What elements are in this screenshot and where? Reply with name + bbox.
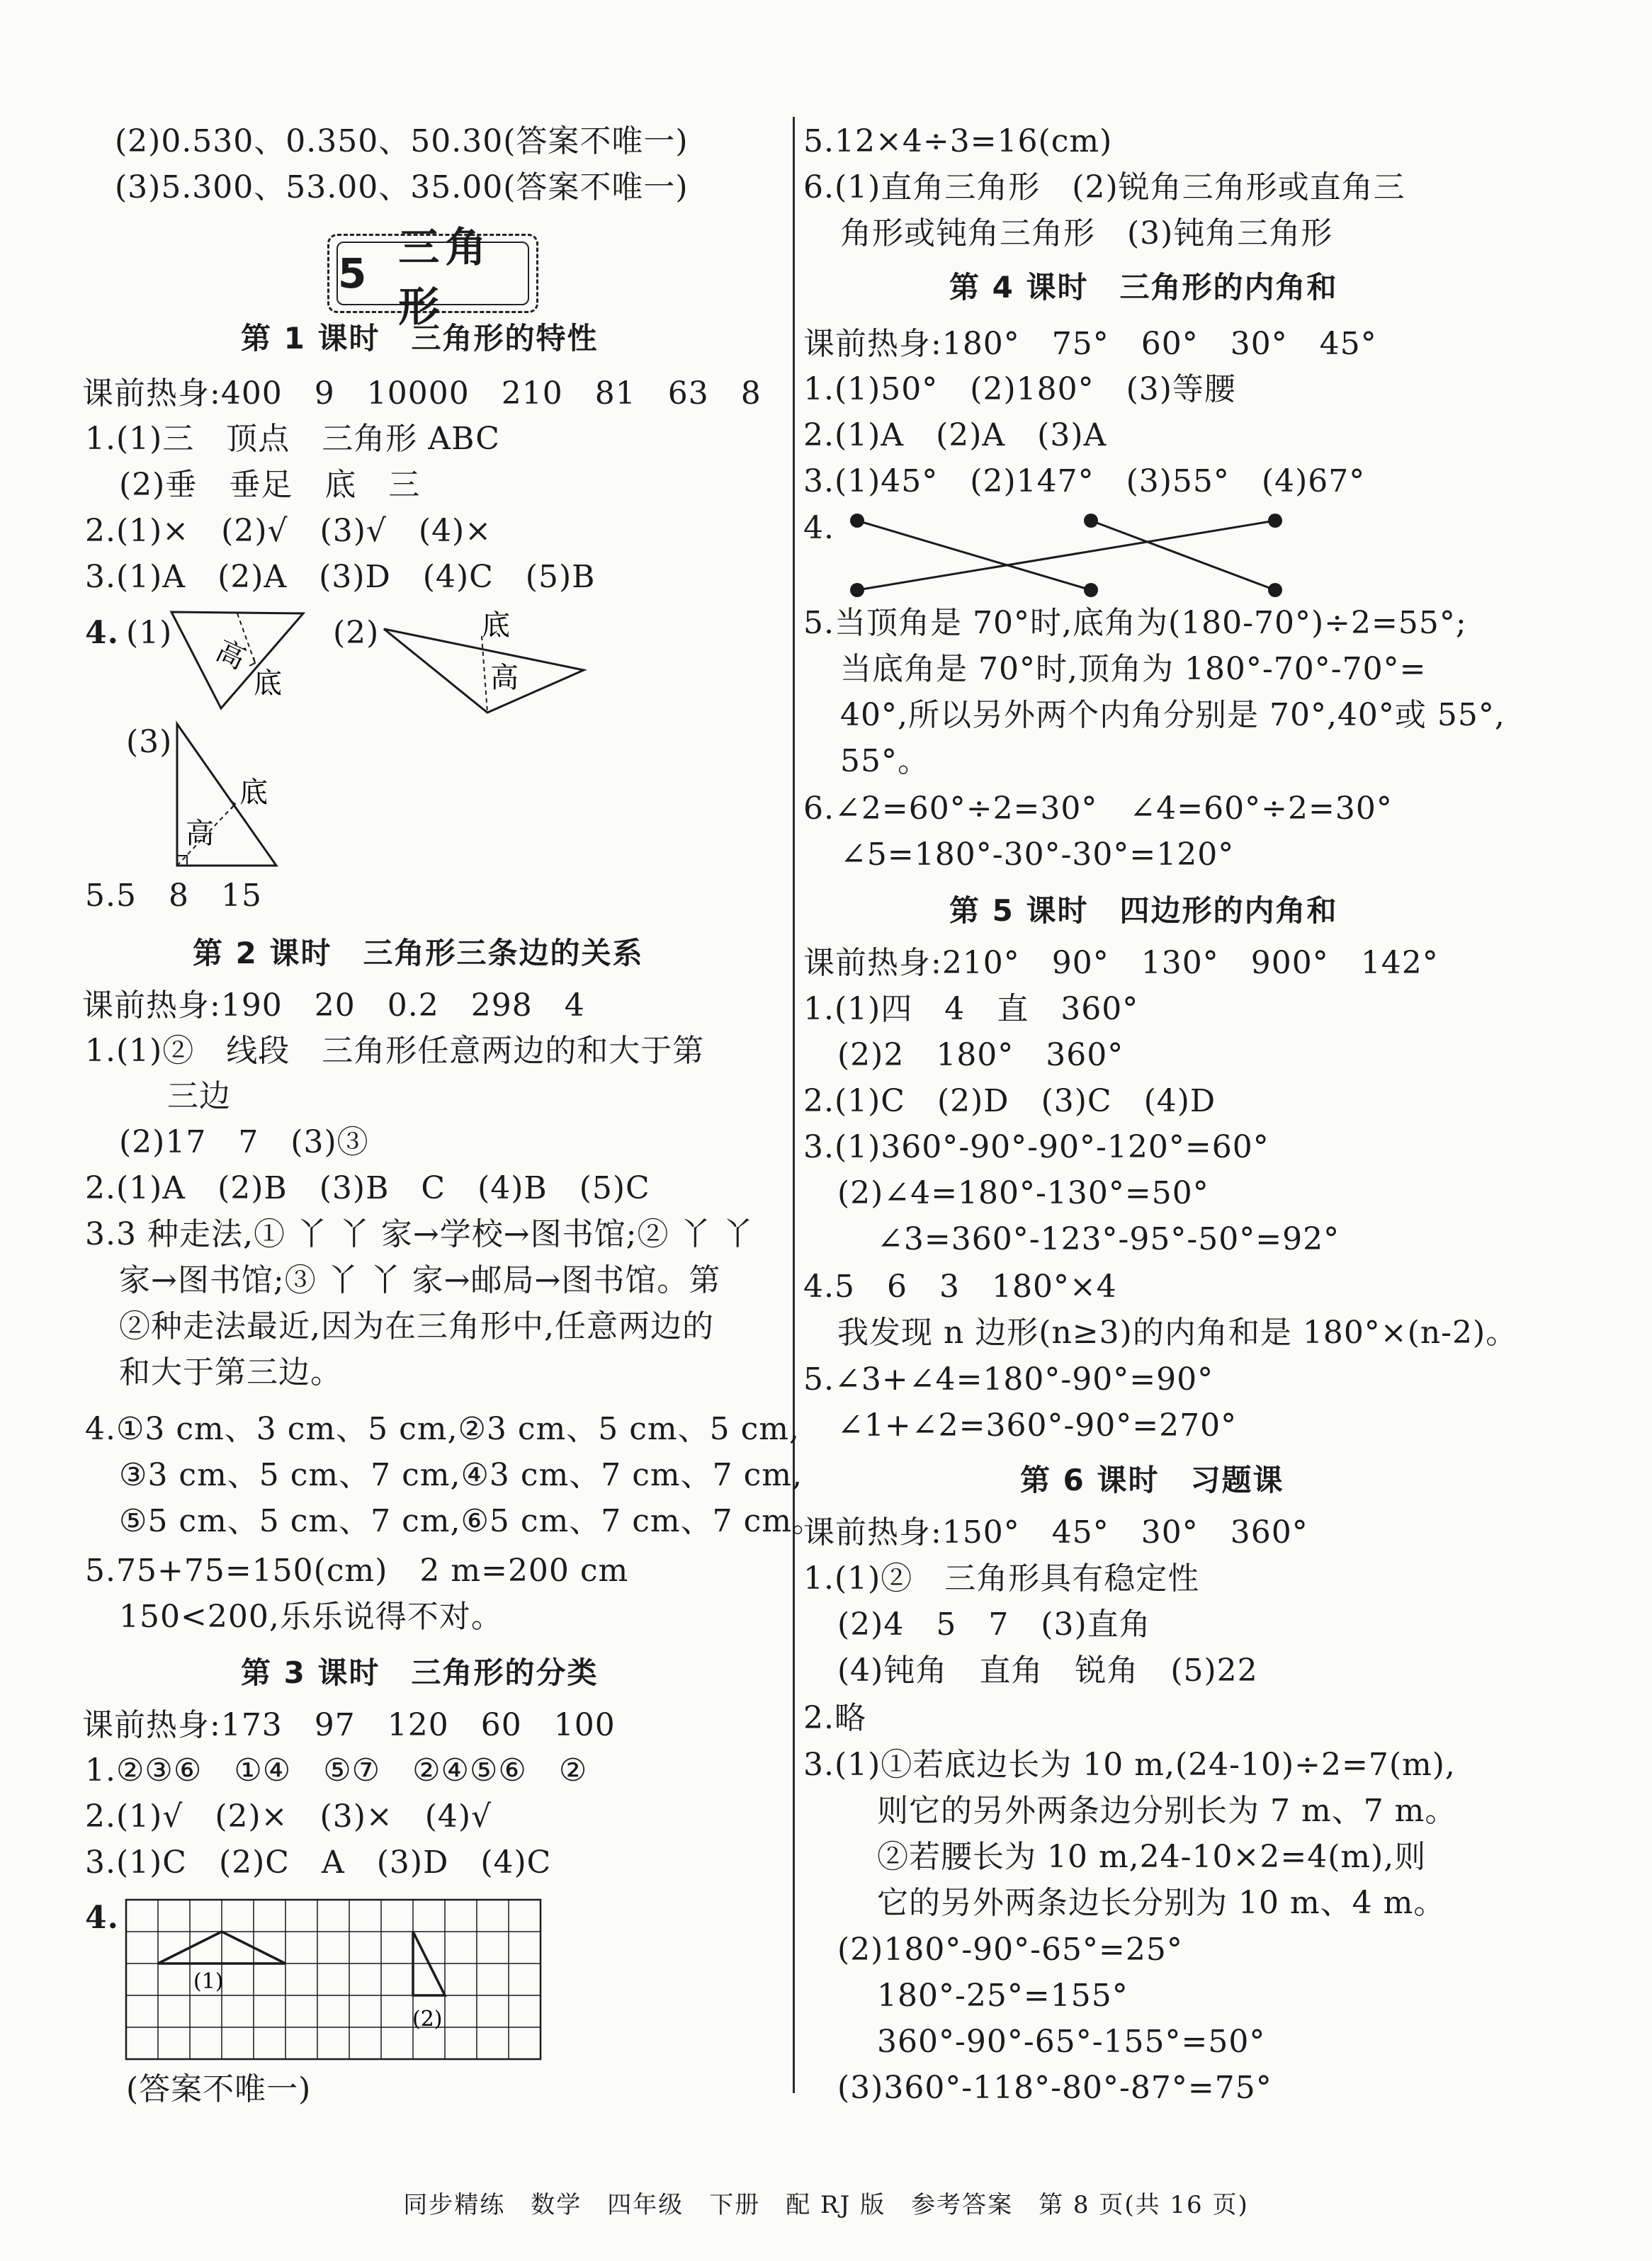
answer-line: 三边: [167, 1078, 231, 1114]
question-number: 4.: [85, 615, 119, 651]
answer-line: (2)2 180° 360°: [837, 1037, 1124, 1073]
answer-line: 3.(1)360°-90°-90°-120°=60°: [803, 1129, 1269, 1165]
lesson-heading: 第 5 课时 四边形的内角和: [949, 893, 1338, 928]
answer-line: 1.(1)② 三角形具有稳定性: [803, 1560, 1200, 1597]
answer-line: 2.(1)C (2)D (3)C (4)D: [803, 1083, 1216, 1119]
answer-line: 180°-25°=155°: [877, 1978, 1128, 2014]
answer-line: 5.∠3+∠4=180°-90°=90°: [803, 1361, 1214, 1398]
answer-line: (2)4 5 7 (3)直角: [837, 1606, 1151, 1643]
answer-line: 4.①3 cm、3 cm、5 cm,②3 cm、5 cm、5 cm,: [85, 1411, 800, 1447]
answer-line: (2)0.530、0.350、50.30(答案不唯一): [115, 123, 689, 159]
figure-part-label: (3): [126, 724, 173, 760]
answer-line: 5.当顶角是 70°时,底角为(180-70°)÷2=55°;: [803, 605, 1467, 641]
answer-line: (2)∠4=180°-130°=50°: [837, 1175, 1209, 1211]
chapter-title: 三角形: [398, 223, 492, 331]
lesson-heading: 第 3 课时 三角形的分类: [241, 1655, 599, 1690]
warmup-line: 课前热身:180° 75° 60° 30° 45°: [803, 326, 1377, 362]
answer-line: 2.(1)A (2)B (3)B C (4)B (5)C: [85, 1170, 650, 1206]
answer-line: 5.75+75=150(cm) 2 m=200 cm: [85, 1553, 629, 1589]
grid-figure-label-1: (1): [193, 1969, 224, 1994]
answer-line: ⑤5 cm、5 cm、7 cm,⑥5 cm、7 cm、7 cm。: [119, 1503, 824, 1539]
chapter-heading-box: [327, 223, 538, 331]
answer-line: (4)钝角 直角 锐角 (5)22: [837, 1653, 1258, 1689]
lesson-heading: 第 4 课时 三角形的内角和: [949, 270, 1338, 305]
base-label: 底: [254, 667, 282, 700]
answer-line: ∠5=180°-30°-30°=120°: [840, 837, 1235, 873]
answer-line: ∠1+∠2=360°-90°=270°: [837, 1407, 1238, 1444]
height-label: 高: [490, 662, 519, 694]
question-number: 4.: [85, 1900, 119, 1936]
warmup-line: 课前热身:400 9 10000 210 81 63 8: [82, 375, 762, 412]
answer-line: 2.(1)× (2)√ (3)√ (4)×: [85, 513, 492, 549]
warmup-line: 课前热身:173 97 120 60 100: [82, 1707, 616, 1743]
answer-line: 3.(1)①若底边长为 10 m,(24-10)÷2=7(m),: [803, 1747, 1456, 1783]
answer-line: 1.(1)三 顶点 三角形 ABC: [85, 421, 500, 457]
answer-line: 和大于第三边。: [119, 1354, 342, 1390]
base-label: 底: [482, 609, 510, 642]
answer-line: 3.3 种走法,① 丫 丫 家→学校→图书馆;② 丫 丫: [85, 1216, 754, 1252]
height-label: 高: [186, 817, 214, 850]
answer-line: 2.略: [803, 1700, 866, 1736]
answer-line: 角形或钝角三角形 (3)钝角三角形: [840, 215, 1333, 251]
answer-line: 家→图书馆;③ 丫 丫 家→邮局→图书馆。第: [119, 1262, 721, 1298]
lesson-heading: 第 6 课时 习题课: [1020, 1463, 1284, 1497]
answer-line: ③3 cm、5 cm、7 cm,④3 cm、7 cm、7 cm,: [119, 1457, 803, 1493]
answer-line: 1.(1)50° (2)180° (3)等腰: [803, 371, 1236, 407]
note-line: (答案不唯一): [126, 2071, 312, 2107]
page-footer: 同步精练 数学 四年级 下册 配 RJ 版 参考答案 第 8 页(共 16 页): [403, 2191, 1249, 2219]
matching-lines-figure: [850, 506, 1289, 606]
answer-line: 2.(1)A (2)A (3)A: [803, 417, 1107, 453]
answer-line: 6.(1)直角三角形 (2)锐角三角形或直角三: [803, 169, 1405, 205]
answer-line: 4.5 6 3 180°×4: [803, 1269, 1117, 1305]
answer-line: 55°。: [840, 743, 929, 779]
figure-part-label: (2): [333, 615, 380, 651]
triangle-figure-1: [170, 608, 312, 714]
answer-line: ∠3=360°-123°-95°-50°=92°: [877, 1221, 1340, 1257]
answer-line: 则它的另外两条边分别长为 7 m、7 m。: [877, 1793, 1457, 1829]
answer-line: (2)17 7 (3)③: [119, 1124, 369, 1160]
answer-line: ②种走法最近,因为在三角形中,任意两边的: [119, 1308, 714, 1344]
height-label: 高: [210, 634, 251, 676]
warmup-line: 课前热身:150° 45° 30° 360°: [803, 1514, 1308, 1551]
answer-line: 当底角是 70°时,顶角为 180°-70°-70°=: [840, 651, 1427, 687]
answer-line: (3)360°-118°-80°-87°=75°: [837, 2070, 1272, 2106]
lesson-heading: 第 2 课时 三角形三条边的关系: [193, 936, 644, 970]
answer-line: 6.∠2=60°÷2=30° ∠4=60°÷2=30°: [803, 790, 1393, 827]
grid-figure-label-2: (2): [412, 2007, 443, 2032]
answer-line: 40°,所以另外两个内角分别是 70°,40°或 55°,: [840, 697, 1505, 733]
answer-line: 5.12×4÷3=16(cm): [803, 123, 1113, 159]
warmup-line: 课前热身:210° 90° 130° 900° 142°: [803, 945, 1439, 981]
warmup-line: 课前热身:190 20 0.2 298 4: [82, 987, 585, 1024]
answer-line: 150<200,乐乐说得不对。: [119, 1599, 503, 1635]
triangle-figure-2: [383, 608, 595, 721]
answer-line: 3.(1)C (2)C A (3)D (4)C: [85, 1844, 552, 1881]
answer-line: 1.②③⑥ ①④ ⑤⑦ ②④⑤⑥ ②: [85, 1752, 588, 1789]
lesson-heading: 第 1 课时 三角形的特性: [241, 321, 599, 356]
column-divider: [793, 117, 795, 2093]
answer-line: 它的另外两条边长分别为 10 m、4 m。: [877, 1885, 1446, 1921]
answer-line: 1.(1)四 4 直 360°: [803, 991, 1139, 1027]
answer-line: 5.5 8 15: [85, 878, 262, 914]
answer-line: 2.(1)√ (2)× (3)× (4)√: [85, 1798, 492, 1835]
grid-figure: [126, 1900, 545, 2061]
answer-line: 3.(1)45° (2)147° (3)55° (4)67°: [803, 463, 1366, 499]
chapter-number: 5: [338, 249, 373, 298]
triangle-figure-3: [170, 722, 290, 871]
answer-line: 3.(1)A (2)A (3)D (4)C (5)B: [85, 559, 596, 595]
answer-line: (2)垂 垂足 底 三: [119, 467, 421, 503]
answer-line: (3)5.300、53.00、35.00(答案不唯一): [115, 169, 689, 205]
figure-part-label: (1): [126, 615, 173, 651]
answer-line: 我发现 n 边形(n≥3)的内角和是 180°×(n-2)。: [837, 1315, 1518, 1351]
answer-line: (2)180°-90°-65°=25°: [837, 1932, 1183, 1968]
answer-line: 360°-90°-65°-155°=50°: [877, 2024, 1266, 2060]
question-number: 4.: [803, 510, 835, 546]
answer-line: 1.(1)② 线段 三角形任意两边的和大于第: [85, 1033, 705, 1069]
answer-line: ②若腰长为 10 m,24-10×2=4(m),则: [877, 1839, 1427, 1875]
base-label: 底: [239, 776, 268, 809]
